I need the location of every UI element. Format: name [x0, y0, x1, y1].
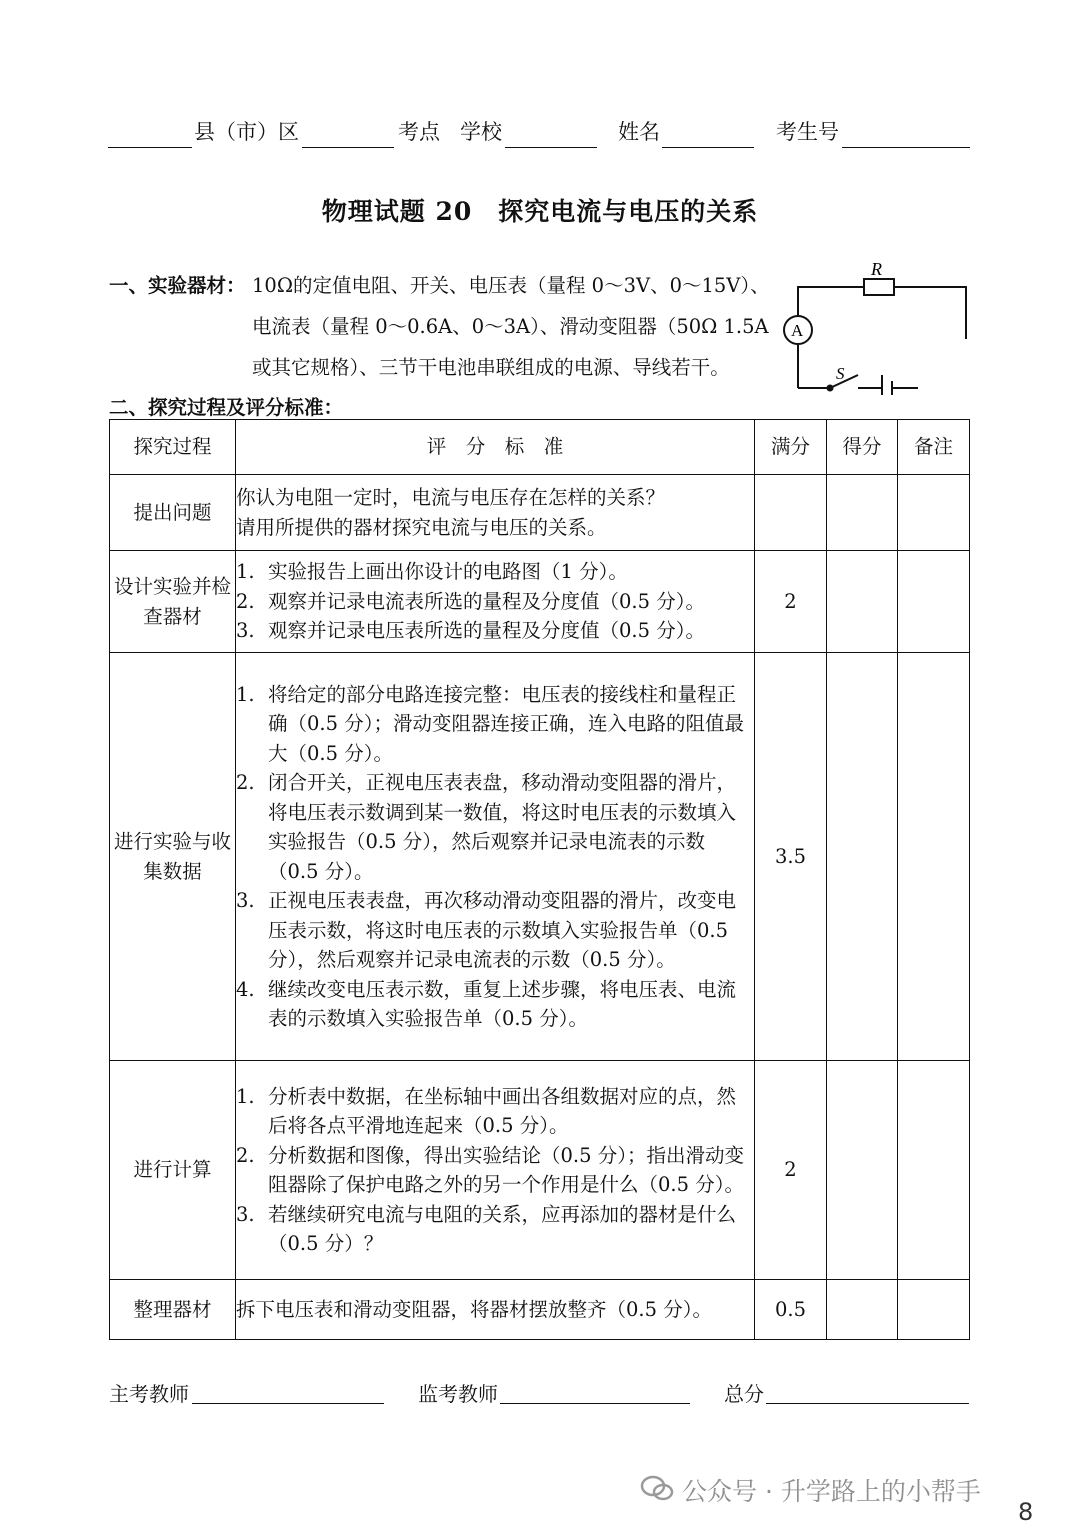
table-row — [110, 1061, 970, 1280]
item-text: 分析表中数据，在坐标轴中画出各组数据对应的点，然后将各点平滑地连起来（0.5 分）。 — [268, 1084, 737, 1137]
header-score: 得分 — [827, 420, 898, 475]
table-row — [110, 1280, 970, 1340]
apparatus-line-3: 或其它规格）、三节干电池串联组成的电源、导线若干。 — [252, 356, 730, 379]
item-number: 1. — [236, 1084, 255, 1108]
school-label: 学校 — [460, 120, 502, 144]
process-cell: 进行实验与收集数据 — [110, 653, 236, 1061]
note-cell[interactable] — [898, 1061, 970, 1280]
full-score-cell: 0.5 — [755, 1280, 827, 1340]
criteria-item — [236, 616, 754, 646]
criteria-line: 请用所提供的器材探究电流与电压的关系。 — [236, 515, 607, 539]
item-text: 继续改变电压表示数，重复上述步骤，将电压表、电流表的示数填入实验报告单（0.5 分）。 — [268, 977, 737, 1030]
item-number: 3. — [236, 889, 255, 912]
apparatus-line-2: 电流表（量程 0～0.6A、0～3A）、滑动变阻器（50Ω 1.5A — [252, 315, 769, 338]
switch-label: S — [836, 364, 845, 383]
criteria-item — [236, 886, 754, 975]
note-cell[interactable] — [898, 653, 970, 1061]
name-blank[interactable] — [662, 147, 754, 148]
criteria-item — [236, 557, 754, 587]
exam-site-blank[interactable] — [302, 147, 394, 148]
note-cell[interactable] — [898, 1280, 970, 1340]
criteria-line: 你认为电阻一定时，电流与电压存在怎样的关系？ — [236, 486, 666, 509]
candidate-no-blank[interactable] — [842, 147, 970, 148]
scoring-table — [109, 419, 970, 1340]
name-label: 姓名 — [618, 120, 660, 144]
table-row — [110, 653, 970, 1061]
header-criteria: 评 分 标 准 — [236, 420, 755, 475]
item-text: 实验报告上画出你设计的电路图（1 分）。 — [268, 560, 628, 584]
header-full: 满分 — [755, 420, 827, 475]
chief-examiner-blank[interactable] — [192, 1403, 384, 1404]
item-number: 3. — [236, 619, 255, 643]
header-note: 备注 — [898, 420, 970, 475]
chief-examiner-label: 主考教师 — [109, 1382, 189, 1406]
table-row — [110, 475, 970, 551]
item-text: 正视电压表表盘，再次移动滑动变阻器的滑片，改变电压表示数，将这时电压表的示数填入实验报告单（0.5 分），然后观察并记录电流表的示数（0.5 分）。 — [268, 889, 737, 971]
item-number: 4. — [236, 977, 255, 1001]
school-blank[interactable] — [505, 147, 597, 148]
process-cell: 整理器材 — [110, 1280, 236, 1340]
criteria-line: 拆下电压表和滑动变阻器，将器材摆放整齐（0.5 分）。 — [236, 1297, 712, 1321]
criteria-item — [236, 680, 754, 769]
item-text: 闭合开关，正视电压表表盘，移动滑动变阻器的滑片，将电压表示数调到某一数值，将这时电压表的示数填入实验报告（0.5 分），然后观察并记录电流表的示数（0.5 分）。 — [268, 771, 737, 883]
header-process: 探究过程 — [110, 420, 236, 475]
process-cell: 提出问题 — [110, 475, 236, 551]
process-cell: 进行计算 — [110, 1061, 236, 1280]
item-text: 分析数据和图像，得出实验结论（0.5 分）；指出滑动变阻器除了保护电路之外的另一个作用是什么（0.5 分）。 — [268, 1143, 744, 1196]
note-cell[interactable] — [898, 475, 970, 551]
candidate-info-line — [108, 112, 970, 152]
item-text: 若继续研究电流与电阻的关系，应再添加的器材是什么（0.5 分）？ — [268, 1202, 737, 1255]
table-header-row — [110, 420, 970, 475]
watermark-text: 公众号 · 升学路上的小帮手 — [682, 1477, 981, 1506]
score-cell[interactable] — [827, 475, 898, 551]
apparatus-line-1: 10Ω的定值电阻、开关、电压表（量程 0～3V、0～15V）、 — [252, 274, 770, 297]
resistor-label: R — [871, 259, 882, 279]
item-text: 将给定的部分电路连接完整：电压表的接线柱和量程正确（0.5 分）；滑动变阻器连接正确，连入电路的阻值最大（0.5 分）。 — [268, 682, 744, 765]
item-number: 1. — [236, 682, 255, 706]
full-score-cell — [755, 475, 827, 551]
note-cell[interactable] — [898, 551, 970, 653]
item-number: 2. — [236, 1143, 255, 1167]
item-text: 观察并记录电压表所选的量程及分度值（0.5 分）。 — [268, 619, 705, 643]
criteria-item — [236, 768, 754, 886]
district-blank[interactable] — [108, 147, 192, 148]
item-number: 1. — [236, 560, 255, 584]
criteria-item — [236, 1200, 754, 1259]
criteria-item — [236, 1082, 754, 1141]
item-number: 3. — [236, 1202, 255, 1226]
criteria-item — [236, 975, 754, 1034]
wechat-icon — [640, 1473, 676, 1503]
table-row — [110, 551, 970, 653]
section1-heading: 一、实验器材： — [109, 274, 246, 297]
criteria-cell — [236, 475, 755, 551]
ammeter-label: A — [791, 321, 804, 340]
score-cell[interactable] — [827, 1280, 898, 1340]
criteria-cell — [236, 1280, 755, 1340]
criteria-cell — [236, 551, 755, 653]
item-number: 2. — [236, 589, 255, 613]
district-label: 县（市）区 — [194, 120, 299, 144]
proctor-blank[interactable] — [500, 1403, 690, 1404]
item-number: 2. — [236, 771, 255, 794]
total-score-label: 总分 — [724, 1382, 764, 1406]
total-score-blank[interactable] — [766, 1403, 969, 1404]
score-cell[interactable] — [827, 551, 898, 653]
item-text: 观察并记录电流表所选的量程及分度值（0.5 分）。 — [268, 589, 705, 613]
criteria-item — [236, 587, 754, 617]
exam-site-label: 考点 — [398, 120, 440, 144]
criteria-item — [236, 1141, 754, 1200]
score-cell[interactable] — [827, 1061, 898, 1280]
criteria-cell — [236, 1061, 755, 1280]
page-number: 8 — [1018, 1498, 1034, 1526]
process-cell: 设计实验并检查器材 — [110, 551, 236, 653]
page-title: 物理试题 20 探究电流与电压的关系 — [321, 197, 759, 226]
score-cell[interactable] — [827, 653, 898, 1061]
candidate-no-label: 考生号 — [776, 120, 839, 144]
section2-heading: 二、探究过程及评分标准： — [109, 396, 344, 419]
criteria-cell — [236, 653, 755, 1061]
full-score-cell: 2 — [755, 551, 827, 653]
full-score-cell: 2 — [755, 1061, 827, 1280]
proctor-label: 监考教师 — [418, 1382, 498, 1406]
circuit-diagram — [778, 255, 978, 395]
resistor-symbol — [864, 279, 894, 295]
full-score-cell: 3.5 — [755, 653, 827, 1061]
